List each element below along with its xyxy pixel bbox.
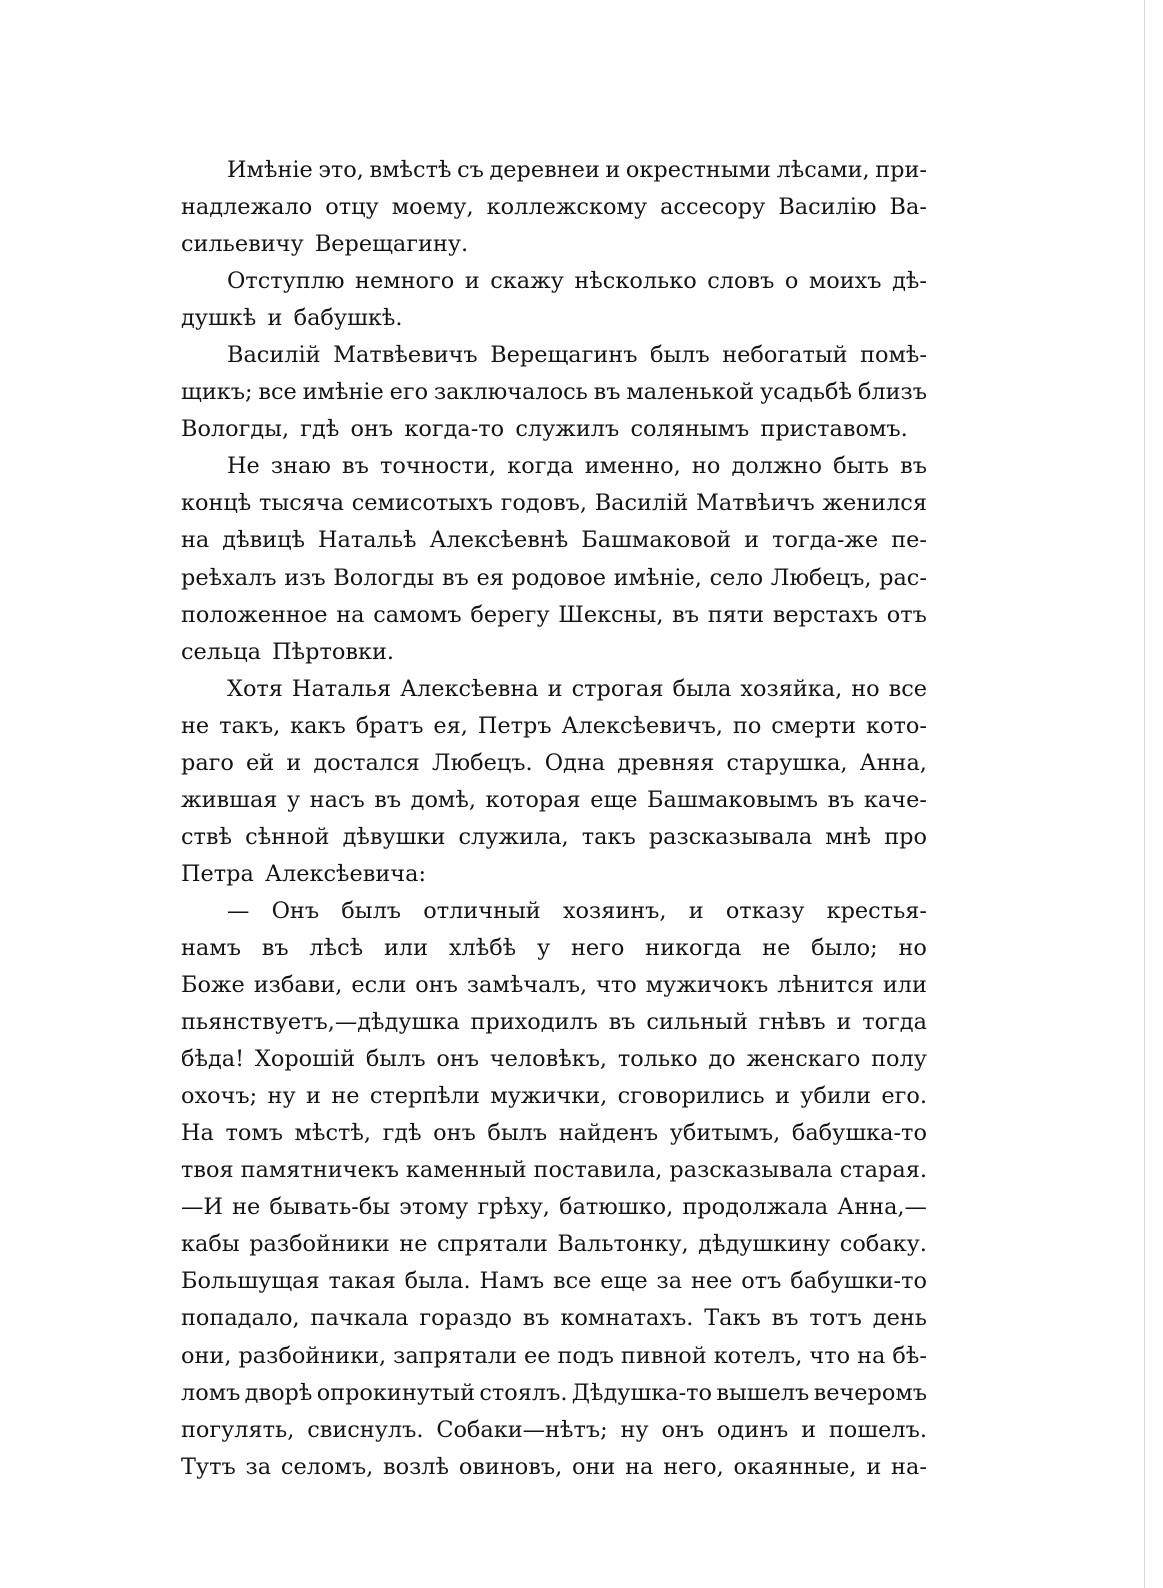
text-line: не такъ, какъ братъ ея, Петръ Алексѣевичъ, по смерти кото-: [181, 712, 927, 739]
text-line: Отступлю немного и скажу нѣсколько словъ о моихъ дѣ-: [227, 268, 927, 295]
text-line: попадало, пачкала гораздо въ комнатахъ. Такъ въ тотъ день: [181, 1305, 927, 1332]
text-line: надлежало отцу моему, коллежскому ассесору Василію Ва-: [181, 194, 927, 221]
text-line: намъ въ лѣсѣ или хлѣбѣ у него никогда не было; но: [181, 934, 927, 961]
text-line: Петра Алексѣевича:: [181, 860, 426, 887]
text-line: Боже избави, если онъ замѣчалъ, что мужичокъ лѣнится или: [181, 972, 927, 999]
text-line: они, разбойники, запрятали ее подъ пивной котелъ, что на бѣ-: [181, 1342, 927, 1369]
text-line: жившая у насъ въ домѣ, которая еще Башмаковымъ въ каче-: [181, 786, 927, 813]
text-line: ломъ дворѣ опрокинутый стоялъ. Дѣдушка-то вышелъ вечеромъ: [181, 1379, 927, 1406]
page-edge-line: [1144, 0, 1145, 1588]
text-line: пьянствуетъ,—дѣдушка приходилъ въ сильный гнѣвъ и тогда: [181, 1009, 927, 1036]
text-line: кабы разбойники не спрятали Вальтонку, дѣдушкину собаку.: [181, 1231, 927, 1258]
text-line: —И не бывать-бы этому грѣху, батюшко, продолжала Анна,—: [181, 1194, 927, 1221]
text-line: концѣ тысяча семисотыхъ годовъ, Василій Матвѣичъ женился: [181, 490, 927, 517]
text-line: Хотя Наталья Алексѣевна и строгая была хозяйка, но все: [227, 675, 927, 702]
text-line: сельца Пѣртовки.: [181, 638, 395, 665]
text-line: щикъ; все имѣніе его заключалось въ маленькой усадьбѣ близъ: [181, 379, 927, 406]
text-line: на дѣвицѣ Натальѣ Алексѣевнѣ Башмаковой и тогда-же пе-: [181, 527, 927, 554]
text-line: погулять, свиснулъ. Собаки—нѣтъ; ну онъ одинъ и пошелъ.: [181, 1416, 927, 1443]
body-text: [181, 152, 927, 1486]
text-line: Василій Матвѣевичъ Верещагинъ былъ небогатый помѣ-: [227, 342, 927, 369]
text-line: положенное на самомъ берегу Шексны, въ пяти верстахъ отъ: [181, 601, 927, 628]
text-line: бѣда! Хорошій былъ онъ человѣкъ, только до женскаго полу: [181, 1046, 927, 1073]
text-line: — Онъ былъ отличный хозяинъ, и отказу крестья-: [227, 897, 927, 924]
text-line: Большущая такая была. Намъ все еще за нее отъ бабушки-то: [181, 1268, 927, 1295]
text-line: Тутъ за селомъ, возлѣ овиновъ, они на него, окаянные, и на-: [181, 1453, 927, 1480]
text-line: На томъ мѣстѣ, гдѣ онъ былъ найденъ убитымъ, бабушка-то: [181, 1120, 927, 1147]
text-line: твоя памятничекъ каменный поставила, разсказывала старая.: [181, 1157, 927, 1184]
text-line: раго ей и достался Любецъ. Одна древняя старушка, Анна,: [181, 749, 927, 776]
text-line: ствѣ сѣнной дѣвушки служила, такъ разсказывала мнѣ про: [181, 823, 927, 850]
text-line: охочъ; ну и не стерпѣли мужички, сговорились и убили его.: [181, 1083, 927, 1110]
text-line: реѣхалъ изъ Вологды въ ея родовое имѣніе, село Любецъ, рас-: [181, 564, 927, 591]
text-line: Имѣніе это, вмѣстѣ съ деревнеи и окрестными лѣсами, при-: [227, 157, 927, 183]
text-line: Не знаю въ точности, когда именно, но должно быть въ: [227, 453, 927, 480]
text-line: Вологды, гдѣ онъ когда-то служилъ солянымъ приставомъ.: [181, 416, 908, 443]
text-line: сильевичу Верещагину.: [181, 231, 469, 258]
text-line: душкѣ и бабушкѣ.: [181, 305, 403, 332]
